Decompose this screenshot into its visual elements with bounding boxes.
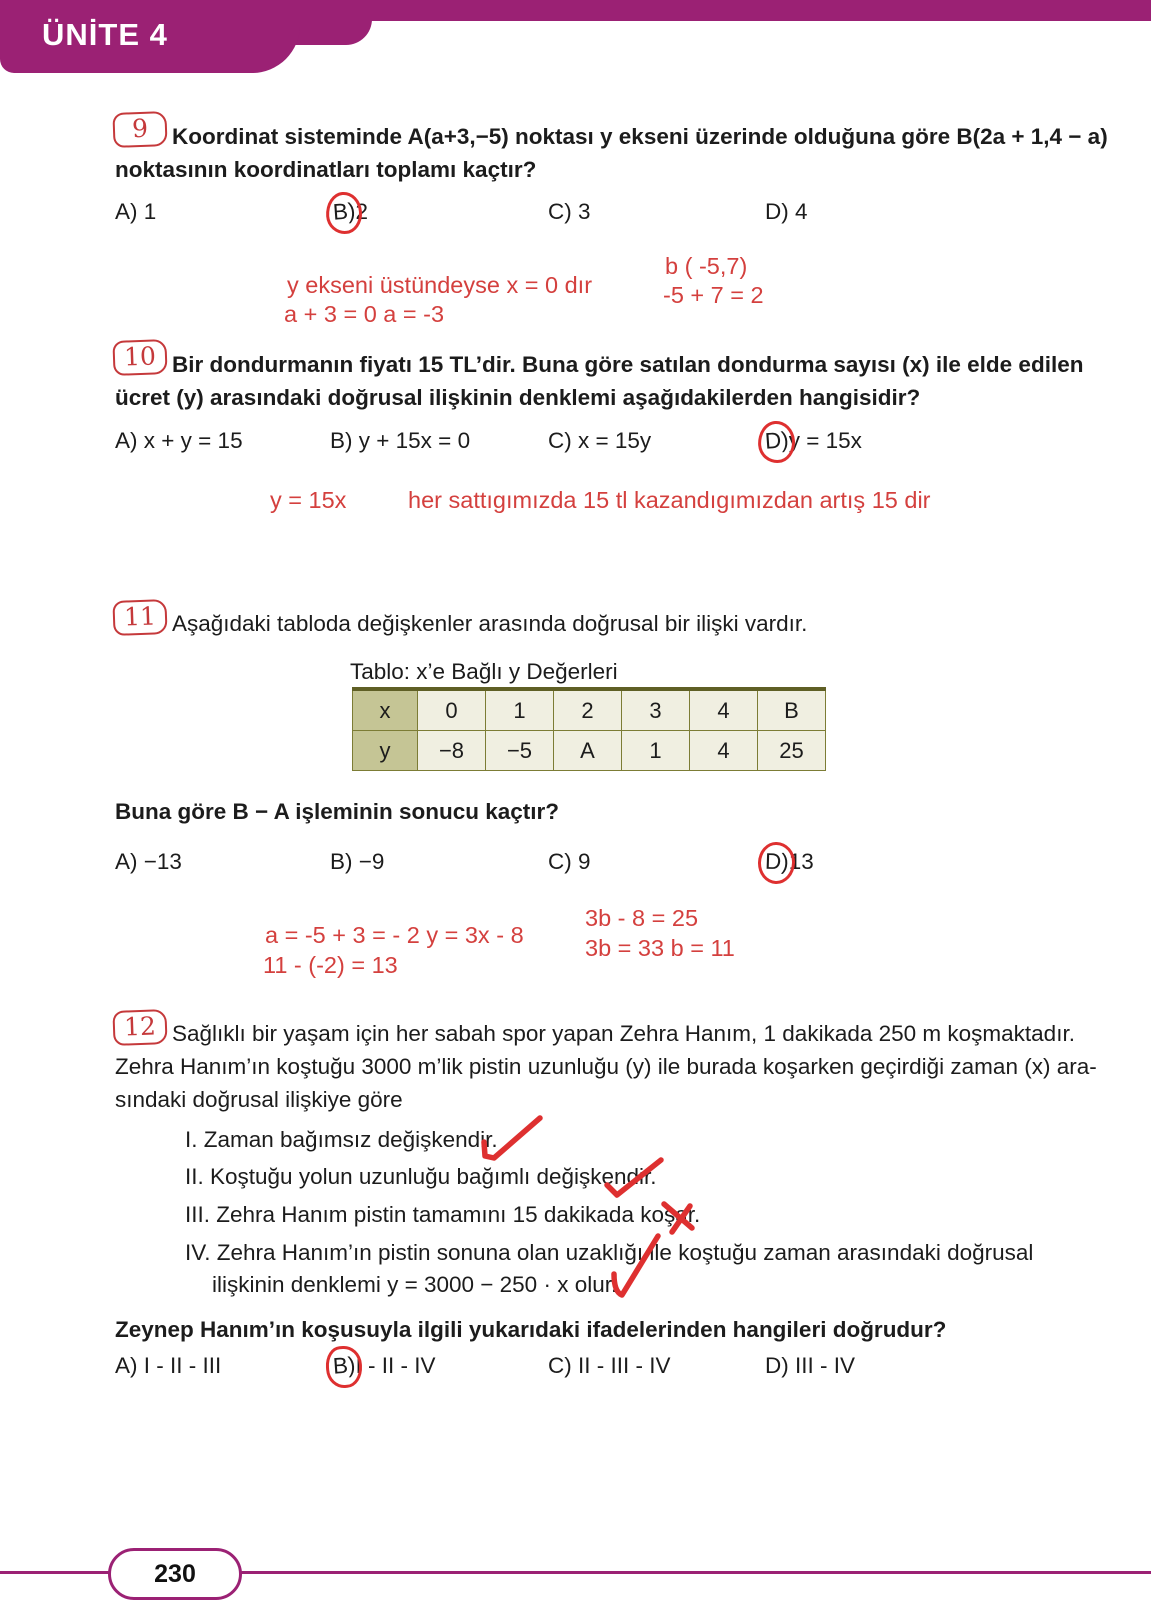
q9-option-a[interactable]: A) 1: [115, 199, 157, 224]
question-number: 11: [112, 599, 167, 636]
q9-option-c[interactable]: C) 3: [548, 199, 591, 224]
q10-option-c[interactable]: C) x = 15y: [548, 428, 652, 453]
q9-pen-note: a + 3 = 0 a = -3: [284, 301, 445, 327]
q9-text-line2: noktasının koordinatları toplamı kaçtır?: [115, 157, 537, 182]
table-cell: −5: [486, 731, 554, 771]
q11-option-b[interactable]: B) −9: [330, 849, 385, 874]
table-cell: 2: [554, 689, 622, 731]
q12-number-badge: [113, 1010, 167, 1045]
q9-pen-note: -5 + 7 = 2: [663, 282, 764, 308]
q10-option-a[interactable]: A) x + y = 15: [115, 428, 243, 453]
q12-statement-4: IV. Zehra Hanım’ın pistin sonuna olan uzaklığı ile koştuğu zaman arasındaki doğrusal: [185, 1240, 1034, 1265]
q11-pen-note: a = -5 + 3 = - 2 y = 3x - 8: [265, 922, 524, 948]
table-row-y: [353, 731, 826, 771]
q10-pen-note: y = 15x: [270, 487, 347, 513]
q12-text-line1: Sağlıklı bir yaşam için her sabah spor yapan Zehra Hanım, 1 dakikada 250 m koşmaktadır.: [172, 1021, 1075, 1046]
check-icon: [603, 1155, 667, 1200]
q9-text-line1: Koordinat sisteminde A(a+3,−5) noktası y ekseni üzerinde olduğuna göre B(2a + 1,4 − a): [172, 124, 1108, 149]
table-cell: 4: [690, 689, 758, 731]
unit-title: ÜNİTE 4: [42, 17, 168, 52]
q11-pen-note: 3b = 33 b = 11: [585, 935, 735, 961]
cross-icon: [660, 1198, 702, 1236]
q10-option-b[interactable]: B) y + 15x = 0: [330, 428, 471, 453]
q11-intro: Aşağıdaki tabloda değişkenler arasında doğrusal bir ilişki vardır.: [172, 611, 808, 636]
q12-text-line2: Zehra Hanım’ın koştuğu 3000 m’lik pistin uzunluğu (y) ile burada koşarken geçirdiği zaman (x) ara-: [115, 1054, 1097, 1079]
question-number: 10: [112, 339, 167, 376]
q11-question: Buna göre B − A işleminin sonucu kaçtır?: [115, 799, 560, 824]
answer-circle-annotation: B): [325, 1345, 363, 1389]
q11-pen-note: 3b - 8 = 25: [585, 905, 699, 931]
q9-option-d[interactable]: D) 4: [765, 199, 808, 224]
table-cell: 0: [418, 689, 486, 731]
q12-option-a[interactable]: A) I - II - III: [115, 1353, 222, 1378]
q12-statement-2: II. Koştuğu yolun uzunluğu bağımlı değişkendir.: [185, 1164, 657, 1189]
answer-circle-annotation: D): [757, 420, 797, 464]
q11-pen-note: 11 - (-2) = 13: [263, 952, 398, 978]
q10-text-line2: ücret (y) arasındaki doğrusal ilişkinin denklemi aşağıdakilerden hangisidir?: [115, 385, 921, 410]
q12-statement-4-line2: ilişkinin denklemi y = 3000 − 250 · x olur.: [212, 1272, 618, 1297]
q11-option-c[interactable]: C) 9: [548, 849, 591, 874]
q9-pen-note: b ( -5,7): [665, 253, 748, 279]
q10-option-d[interactable]: D)y = 15x: [762, 428, 862, 455]
q12-statement-3: III. Zehra Hanım pistin tamamını 15 dakikada koşar.: [185, 1202, 701, 1227]
q9-pen-note: y ekseni üstündeyse x = 0 dır: [287, 272, 593, 298]
check-icon: [478, 1112, 548, 1164]
check-icon: [606, 1232, 666, 1300]
q12-text-line3: sındaki doğrusal ilişkiye göre: [115, 1087, 403, 1112]
q12-question: Zeynep Hanım’ın koşusuyla ilgili yukarıdaki ifadelerinden hangileri doğrudur?: [115, 1317, 947, 1342]
q9-option-b[interactable]: B)2: [330, 199, 368, 226]
q12-option-b[interactable]: B)I - II - IV: [330, 1353, 436, 1380]
table-cell: 1: [622, 731, 690, 771]
page-number: 230: [154, 1559, 196, 1588]
table-row-x: [353, 689, 826, 731]
q11-number-badge: [113, 600, 167, 635]
table-cell: −8: [418, 731, 486, 771]
q11-data-table: [352, 687, 826, 771]
table-cell: 25: [758, 731, 826, 771]
question-number: 9: [112, 111, 167, 148]
q10-pen-note: her sattıgımızda 15 tl kazandıgımızdan artış 15 dir: [408, 487, 931, 513]
q11-table-title: Tablo: x’e Bağlı y Değerleri: [350, 659, 618, 684]
q12-option-d[interactable]: D) III - IV: [765, 1353, 856, 1378]
table-cell: 3: [622, 689, 690, 731]
table-cell: A: [554, 731, 622, 771]
q10-number-badge: [113, 340, 167, 375]
q11-option-d[interactable]: D)13: [762, 849, 814, 876]
q11-option-a[interactable]: A) −13: [115, 849, 182, 874]
table-cell: 4: [690, 731, 758, 771]
answer-circle-annotation: B): [325, 191, 363, 235]
q12-option-c[interactable]: C) II - III - IV: [548, 1353, 671, 1378]
table-cell: 1: [486, 689, 554, 731]
q12-statement-1: I. Zaman bağımsız değişkendir.: [185, 1127, 498, 1152]
q10-text-line1: Bir dondurmanın fiyatı 15 TL’dir. Buna göre satılan dondurma sayısı (x) ile elde edilen: [172, 352, 1084, 377]
table-header-x: x: [353, 689, 418, 731]
table-cell: B: [758, 689, 826, 731]
table-header-y: y: [353, 731, 418, 771]
q9-number-badge: [113, 112, 167, 147]
page-number-badge: [108, 1548, 242, 1600]
answer-circle-annotation: D): [757, 841, 795, 884]
question-number: 12: [112, 1009, 167, 1046]
